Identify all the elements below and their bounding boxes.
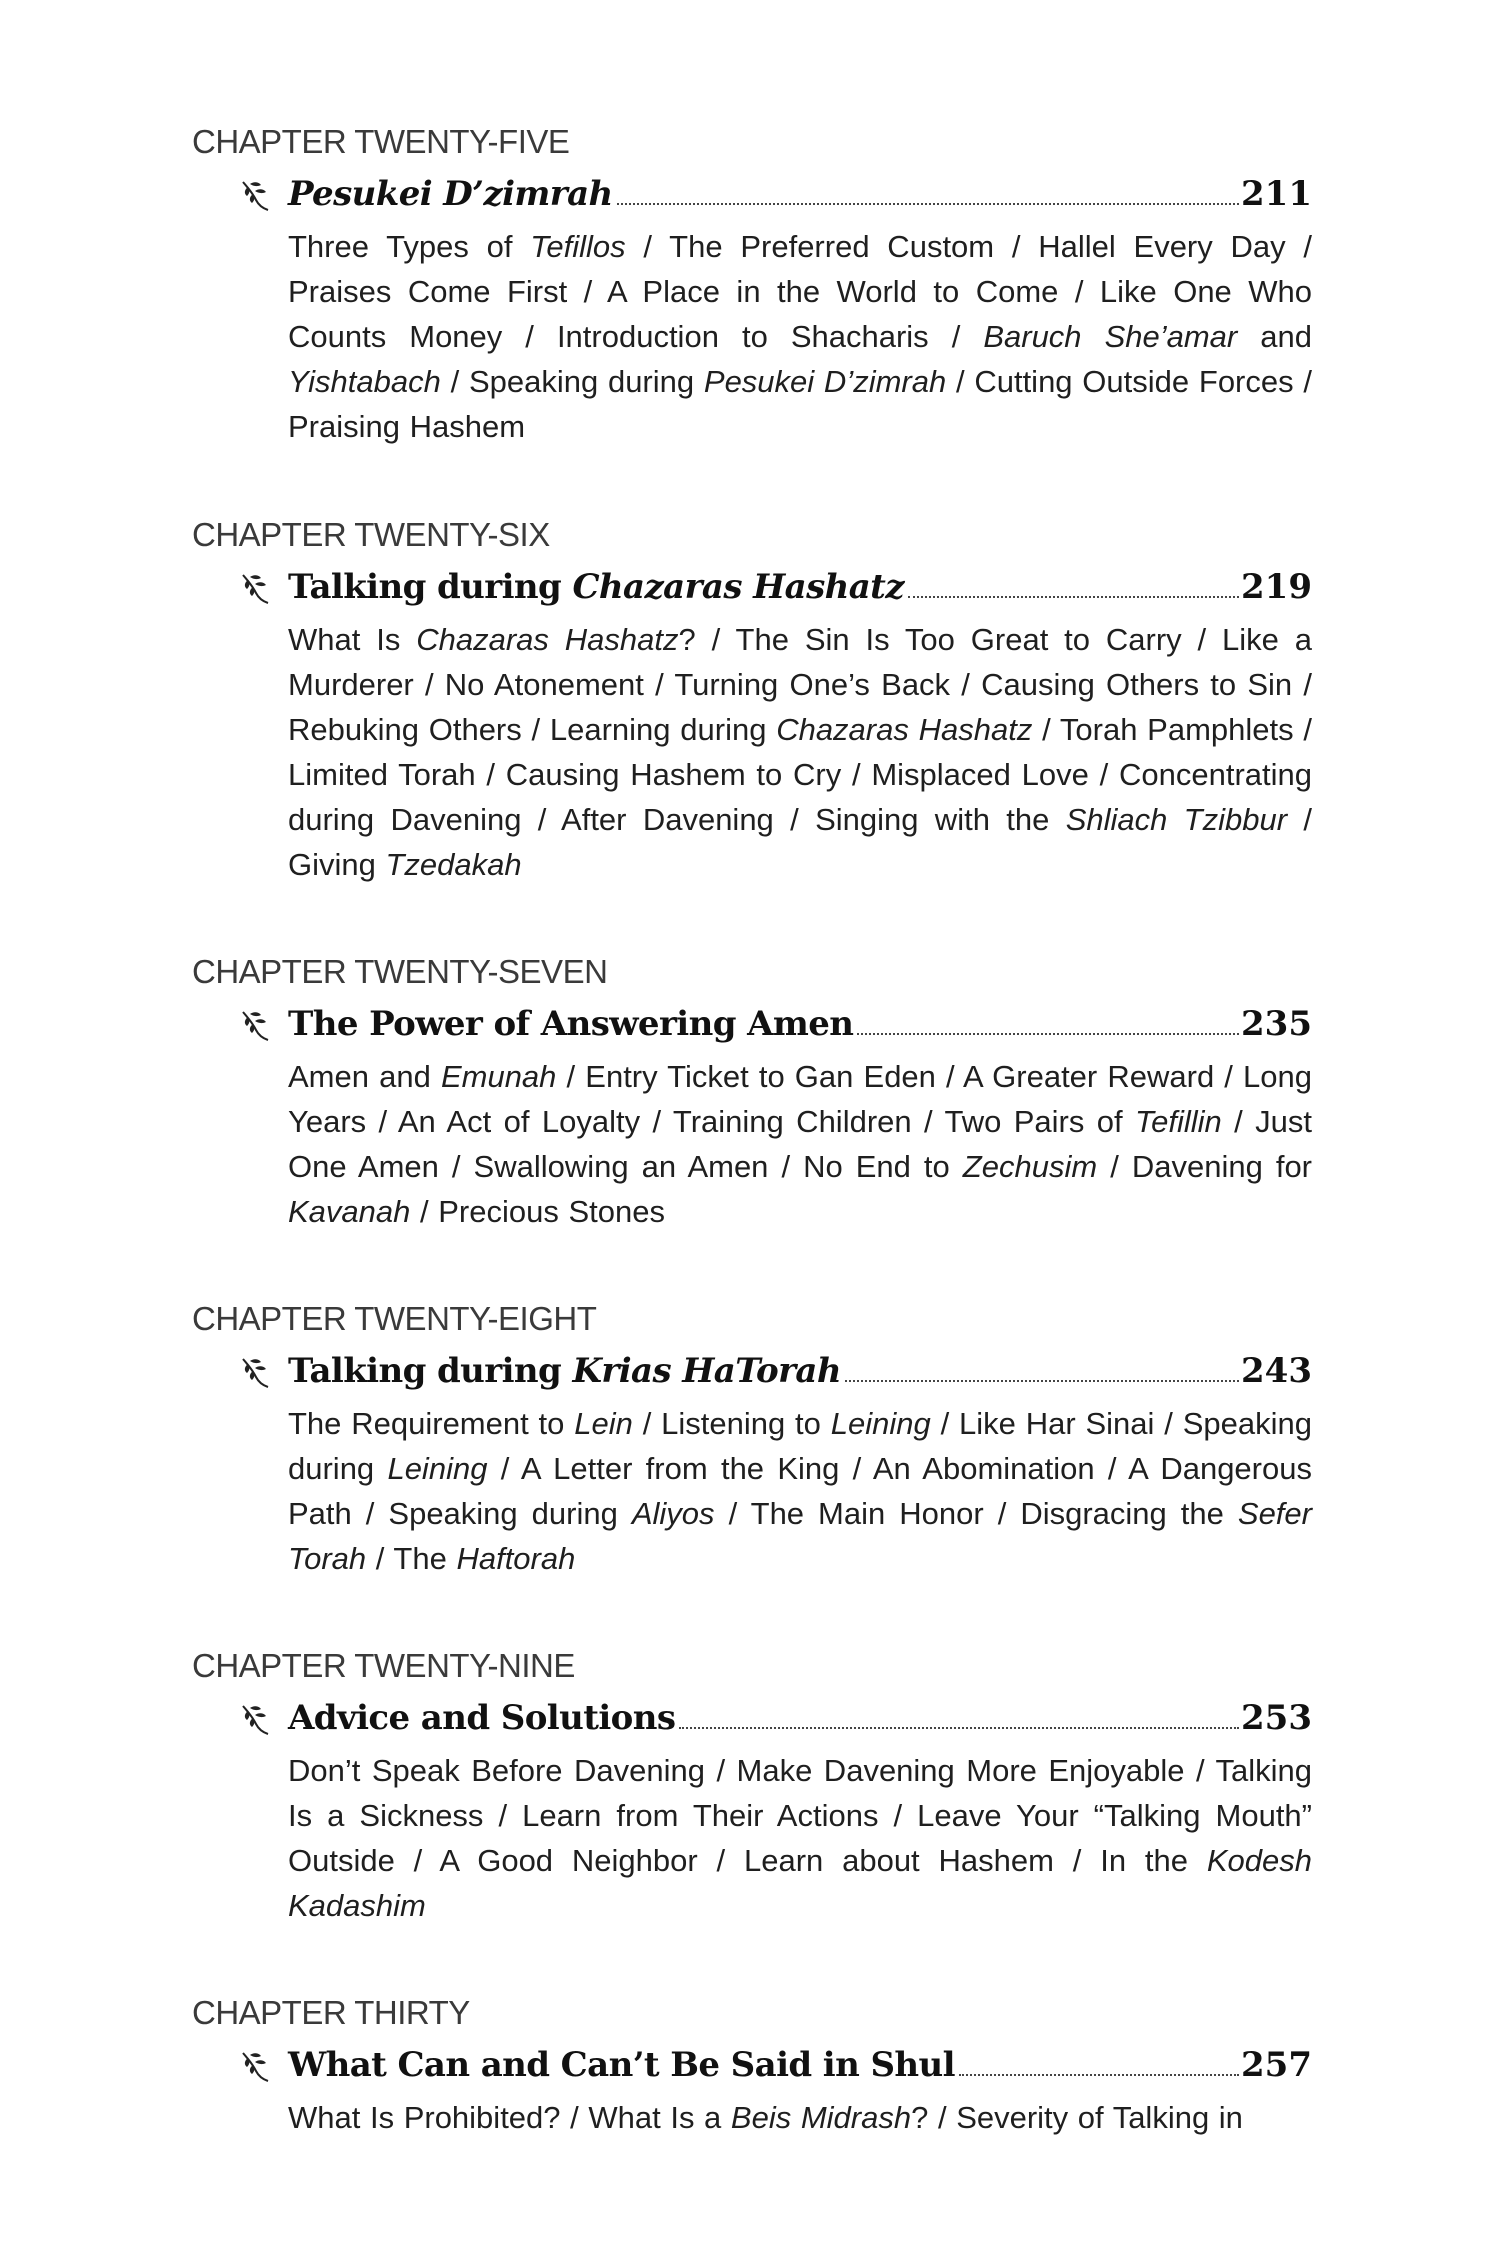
chapter-title[interactable] — [288, 1351, 841, 1391]
title-line — [288, 1004, 1312, 1050]
summary-text: / Like Har Sinai / Speaking during — [288, 1406, 1312, 1486]
summary-text: ? / The Sin Is Too Great to Carry / Like a Murderer / No Atonement / Turning One’s Back / Causing Others to Sin / Rebuking Others / Learning during — [288, 622, 1313, 747]
chapter-summary — [288, 224, 1312, 449]
summary-text: Sefer Torah — [288, 1496, 1312, 1576]
summary-text: Leining — [387, 1451, 488, 1486]
page-number[interactable]: 211 — [1241, 174, 1312, 214]
summary-text: Yishtabach — [288, 364, 441, 399]
page-number[interactable]: 253 — [1241, 1698, 1312, 1738]
chapter-summary — [288, 1401, 1312, 1581]
summary-text: What Is Prohibited? / What Is a — [288, 2100, 731, 2135]
chapter-label: CHAPTER TWENTY-SEVEN — [192, 953, 608, 990]
dot-leader — [679, 1726, 1239, 1729]
leaf-ornament-icon — [240, 1355, 270, 1389]
summary-text: Tefillin — [1135, 1104, 1222, 1139]
chapter-title-row[interactable] — [192, 567, 1312, 613]
dot-leader — [959, 2073, 1239, 2076]
leaf-ornament-icon — [240, 571, 270, 605]
chapter-title[interactable] — [288, 567, 904, 607]
chapter-entry — [192, 1993, 1312, 2140]
summary-text: Baruch She’amar — [983, 319, 1238, 354]
summary-text: ? / Severity of Talking in — [911, 2100, 1243, 2135]
dot-leader — [857, 1032, 1239, 1035]
summary-text: / The Main Honor / Disgracing the — [714, 1496, 1238, 1531]
chapter-summary — [288, 617, 1312, 887]
dot-leader — [617, 202, 1239, 205]
page-number[interactable]: 243 — [1241, 1351, 1312, 1391]
chapter-entry — [192, 1646, 1312, 1928]
summary-text: Kodesh Kadashim — [288, 1843, 1312, 1923]
summary-text: Tzedakah — [385, 847, 522, 882]
summary-text: / Precious Stones — [410, 1194, 665, 1229]
chapter-title-row[interactable] — [192, 2045, 1312, 2091]
chapter-title-part: Advice and Solutions — [288, 1698, 676, 1738]
chapter-label: CHAPTER TWENTY-EIGHT — [192, 1300, 597, 1337]
chapter-title-part: The Power of Answering Amen — [288, 1004, 854, 1044]
chapter-title[interactable] — [288, 174, 613, 214]
chapter-title-part: What Can and Can’t Be Said in Shul — [288, 2045, 955, 2085]
summary-text: Amen and — [288, 1059, 441, 1094]
summary-text: / A Letter from the King / An Abomination / A Dangerous Path / Speaking during — [288, 1451, 1312, 1531]
page-number[interactable]: 257 — [1241, 2045, 1312, 2085]
chapter-title-row[interactable] — [192, 1004, 1312, 1050]
title-line — [288, 1351, 1312, 1397]
page-number[interactable]: 219 — [1241, 567, 1312, 607]
chapter-entry — [192, 1299, 1312, 1581]
summary-text: Pesukei D’zimrah — [703, 364, 947, 399]
summary-text: The Requirement to — [288, 1406, 575, 1441]
summary-text: Beis Midrash — [730, 2100, 912, 2135]
leaf-ornament-icon — [240, 1702, 270, 1736]
summary-text: Emunah — [440, 1059, 557, 1094]
leaf-ornament-icon — [240, 2049, 270, 2083]
summary-text: Chazaras Hashatz — [776, 712, 1033, 747]
summary-text: Haftorah — [456, 1541, 576, 1576]
leaf-ornament-icon — [240, 1008, 270, 1042]
summary-text: / The Preferred Custom / Hallel Every Day / Praises Come First / A Place in the World to Come / Like One Who Counts Money / Introduction to Shacharis / — [288, 229, 1312, 354]
chapter-label: CHAPTER TWENTY-FIVE — [192, 123, 570, 160]
title-line — [288, 2045, 1312, 2091]
summary-text: / Listening to — [632, 1406, 831, 1441]
chapter-title-row[interactable] — [192, 1698, 1312, 1744]
chapter-label: CHAPTER TWENTY-NINE — [192, 1647, 575, 1684]
title-line — [288, 174, 1312, 220]
summary-text: Zechusim — [962, 1149, 1098, 1184]
summary-text: Aliyos — [631, 1496, 715, 1531]
chapter-title-row[interactable] — [192, 174, 1312, 220]
chapter-summary — [288, 1748, 1312, 1928]
summary-text: / Cutting Outside Forces / Praising Hashem — [288, 364, 1312, 444]
dot-leader — [845, 1379, 1239, 1382]
leaf-ornament-icon — [240, 178, 270, 212]
summary-text: Tefillos — [530, 229, 626, 264]
chapter-title[interactable] — [288, 2045, 955, 2085]
chapter-title-part: Chazaras Hashatz — [572, 567, 904, 607]
summary-text: What Is — [288, 622, 417, 657]
summary-text: Leining — [830, 1406, 931, 1441]
chapter-summary — [288, 1054, 1312, 1234]
chapter-entry — [192, 122, 1312, 449]
title-line — [288, 567, 1312, 613]
title-line — [288, 1698, 1312, 1744]
page-number[interactable]: 235 — [1241, 1004, 1312, 1044]
summary-text: / Entry Ticket to Gan Eden / A Greater Reward / Long Years / An Act of Loyalty / Training Children / Two Pairs of — [288, 1059, 1312, 1139]
chapter-entry — [192, 952, 1312, 1234]
summary-text: / Davening for — [1097, 1149, 1313, 1184]
summary-text: / Speaking during — [440, 364, 704, 399]
summary-text: Three Types of — [288, 229, 531, 264]
summary-text: / Just One Amen / Swallowing an Amen / No End to — [288, 1104, 1312, 1184]
chapter-title-part: Talking during — [288, 1351, 573, 1391]
summary-text: Don’t Speak Before Davening / Make Davening More Enjoyable / Talking Is a Sickness / Learn from Their Actions / Leave Your “Talking Mouth” Outside / A Good Neighbor / Learn about Hashem / In the — [288, 1753, 1312, 1878]
chapter-title-part: Talking during — [288, 567, 573, 607]
chapter-title-part: Pesukei D’zimrah — [288, 174, 613, 214]
chapter-label: CHAPTER THIRTY — [192, 1994, 470, 2031]
chapter-label: CHAPTER TWENTY-SIX — [192, 516, 550, 553]
chapter-title[interactable] — [288, 1698, 675, 1738]
summary-text: Shliach Tzibbur — [1065, 802, 1288, 837]
chapter-title-row[interactable] — [192, 1351, 1312, 1397]
summary-text: / The — [366, 1541, 457, 1576]
summary-text: Kavanah — [288, 1194, 411, 1229]
chapter-entry — [192, 515, 1312, 887]
summary-text: Lein — [574, 1406, 633, 1441]
chapter-summary — [288, 2095, 1312, 2140]
summary-text: and — [1237, 319, 1312, 354]
chapter-title[interactable] — [288, 1004, 853, 1044]
chapter-title-part: Krias HaTorah — [572, 1351, 841, 1391]
summary-text: / Giving — [288, 802, 1313, 882]
dot-leader — [908, 595, 1239, 598]
summary-text: / Torah Pamphlets / Limited Torah / Causing Hashem to Cry / Misplaced Love / Concentrating during Davening / After Davening / Singing with the — [288, 712, 1313, 837]
summary-text: Chazaras Hashatz — [416, 622, 679, 657]
